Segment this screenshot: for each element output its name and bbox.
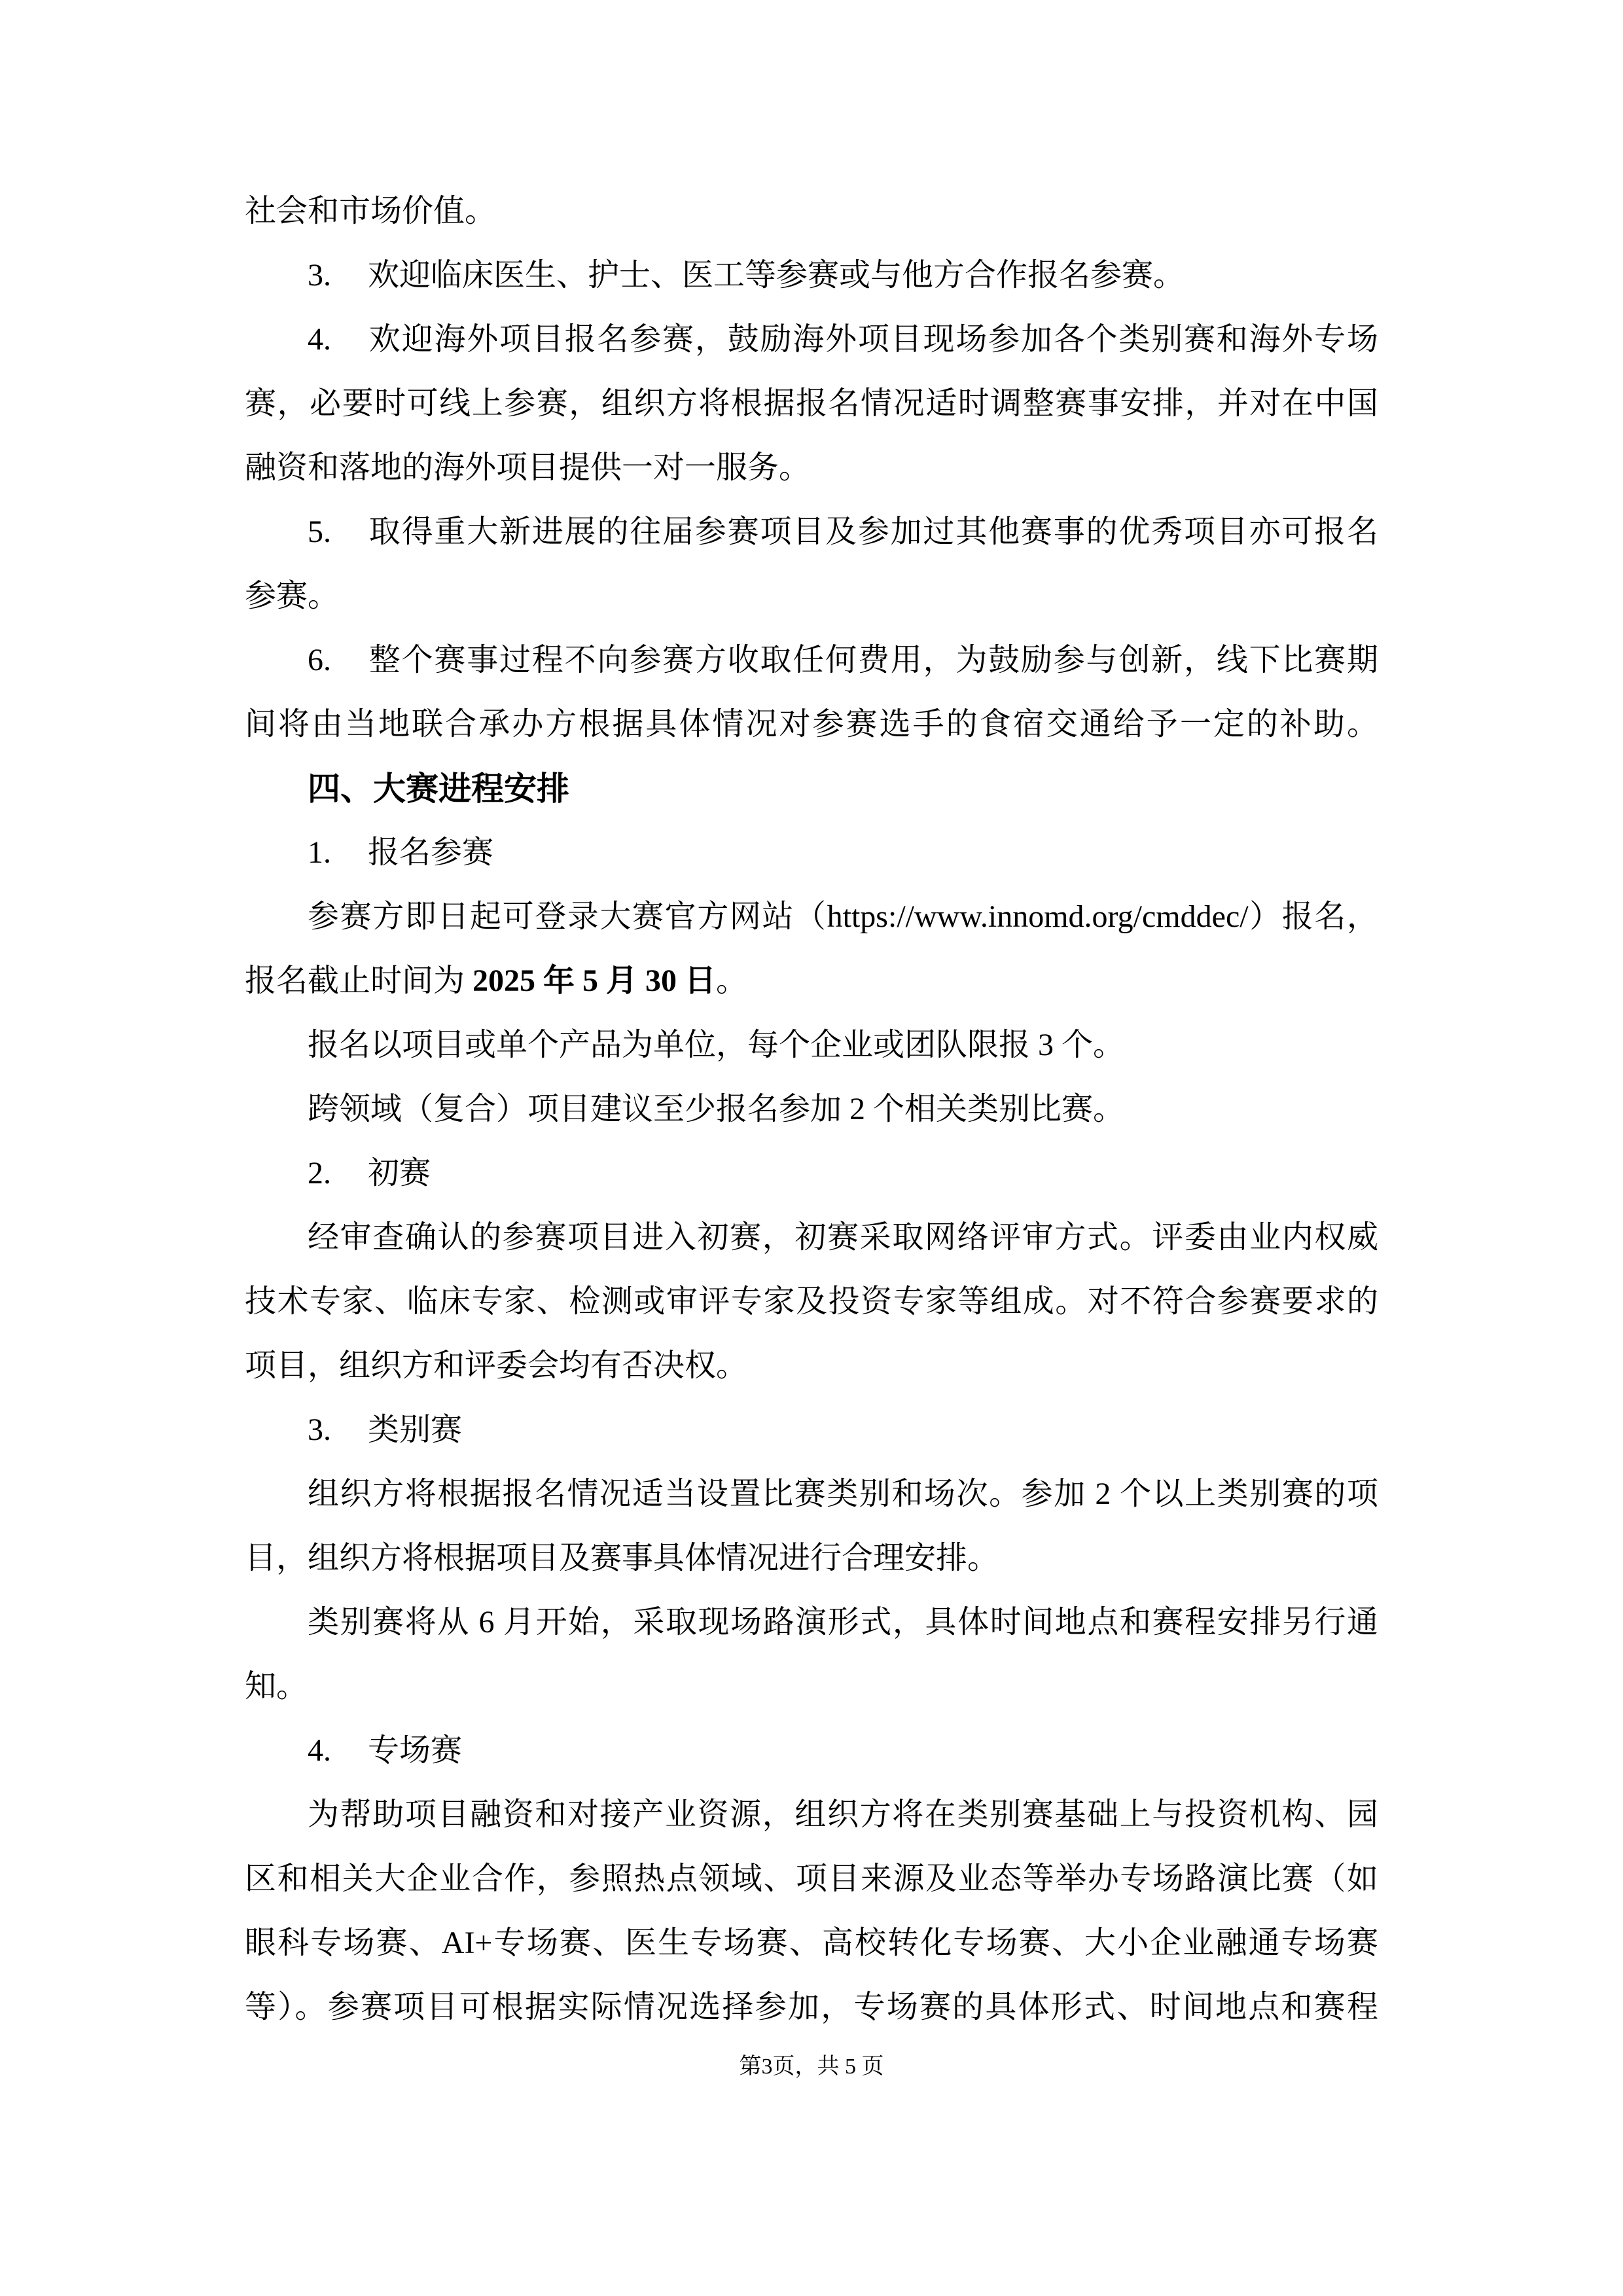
text-line [245,564,1378,628]
text-line [245,436,1378,500]
text-run: 参赛。 [245,579,340,613]
text-line [245,949,1378,1013]
text-run: 技术专家、临床专家、检测或审评专家及投资专家等组成。对不符合参赛要求的 [245,1284,1378,1319]
text-line [245,1077,1378,1141]
text-run: 参赛方即日起可登录大赛官方网站（https://www.innomd.org/cmddec/）报名， [308,899,1378,934]
text-run: 类别赛将从 6 月开始，采取现场路演形式，具体时间地点和赛程安排另行通 [308,1605,1378,1640]
text-run: 社会和市场价值。 [245,194,497,228]
text-run: 报名参赛 [368,835,494,870]
text-line [245,1911,1378,1975]
text-line [245,243,1378,308]
text-run: 取得重大新进展的往届参赛项目及参加过其他赛事的优秀项目亦可报名 [368,514,1378,549]
text-run: 组织方将根据报名情况适当设置比赛类别和场次。参加 2 个以上类别赛的项 [308,1477,1378,1511]
text-line [245,1526,1378,1590]
text-run: 四、大赛进程安排 [308,770,569,807]
text-run: 项目，组织方和评委会均有否决权。 [245,1348,748,1383]
text-run: 等）。参赛项目可根据实际情况选择参加，专场赛的具体形式、时间地点和赛程 [245,1990,1378,2024]
text-line [245,1847,1378,1911]
text-line [245,1655,1378,1719]
text-line [245,821,1378,885]
text-run: 整个赛事过程不向参赛方收取任何费用，为鼓励参与创新，线下比赛期 [368,643,1378,677]
text-run: 知。 [245,1669,308,1704]
text-run: 为帮助项目融资和对接产业资源，组织方将在类别赛基础上与投资机构、园 [308,1797,1378,1832]
text-line [245,372,1378,436]
text-run: 眼科专场赛、AI+专场赛、医生专场赛、高校转化专场赛、大小企业融通专场赛 [245,1926,1378,1960]
list-number: 3. [308,1412,331,1447]
text-run: 跨领域（复合）项目建议至少报名参加 2 个相关类别比赛。 [308,1092,1125,1126]
list-number: 4. [308,322,331,357]
text-run: 类别赛 [368,1412,463,1447]
text-run: 报名截止时间为 [245,963,473,998]
page-number: 第3页，共 5 页 [739,2054,884,2079]
text-line [245,692,1378,757]
text-run: 初赛 [368,1156,431,1191]
text-run: 赛，必要时可线上参赛，组织方将根据报名情况适时调整赛事安排，并对在中国 [245,386,1378,421]
text-line [245,1206,1378,1270]
text-run: 目，组织方将根据项目及赛事具体情况进行合理安排。 [245,1541,999,1575]
list-number: 5. [308,514,331,549]
text-line [245,1590,1378,1655]
document-body [245,179,1378,2039]
text-line [245,1270,1378,1334]
text-line [245,628,1378,692]
text-run: 欢迎临床医生、护士、医工等参赛或与他方合作报名参赛。 [368,258,1185,293]
text-run: 报名以项目或单个产品为单位，每个企业或团队限报 3 个。 [308,1028,1125,1062]
text-run: 欢迎海外项目报名参赛，鼓励海外项目现场参加各个类别赛和海外专场 [368,322,1378,357]
text-line [245,1013,1378,1077]
text-line [245,308,1378,372]
list-number: 6. [308,643,331,677]
list-number: 1. [308,835,331,870]
text-run: 2025 年 5 月 30 日 [473,963,717,998]
page-footer [0,2051,1623,2083]
text-run: 。 [716,963,748,998]
text-line [245,1975,1378,2039]
text-run: 间将由当地联合承办方根据具体情况对参赛选手的食宿交通给予一定的补助。 [245,707,1378,742]
text-line [245,500,1378,564]
text-run: 区和相关大企业合作，参照热点领域、项目来源及业态等举办专场路演比赛（如 [245,1861,1378,1896]
text-line [245,1398,1378,1462]
section-heading [245,757,1378,821]
text-line [245,1462,1378,1526]
list-number: 3. [308,258,331,293]
list-number: 4. [308,1733,331,1768]
text-line [245,1783,1378,1847]
text-line [245,885,1378,949]
text-run: 专场赛 [368,1733,463,1768]
text-line [245,1141,1378,1206]
text-run: 融资和落地的海外项目提供一对一服务。 [245,450,811,485]
list-number: 2. [308,1156,331,1191]
text-run: 经审查确认的参赛项目进入初赛，初赛采取网络评审方式。评委由业内权威 [308,1220,1378,1255]
text-line [245,179,1378,243]
text-line [245,1334,1378,1398]
text-line [245,1719,1378,1783]
